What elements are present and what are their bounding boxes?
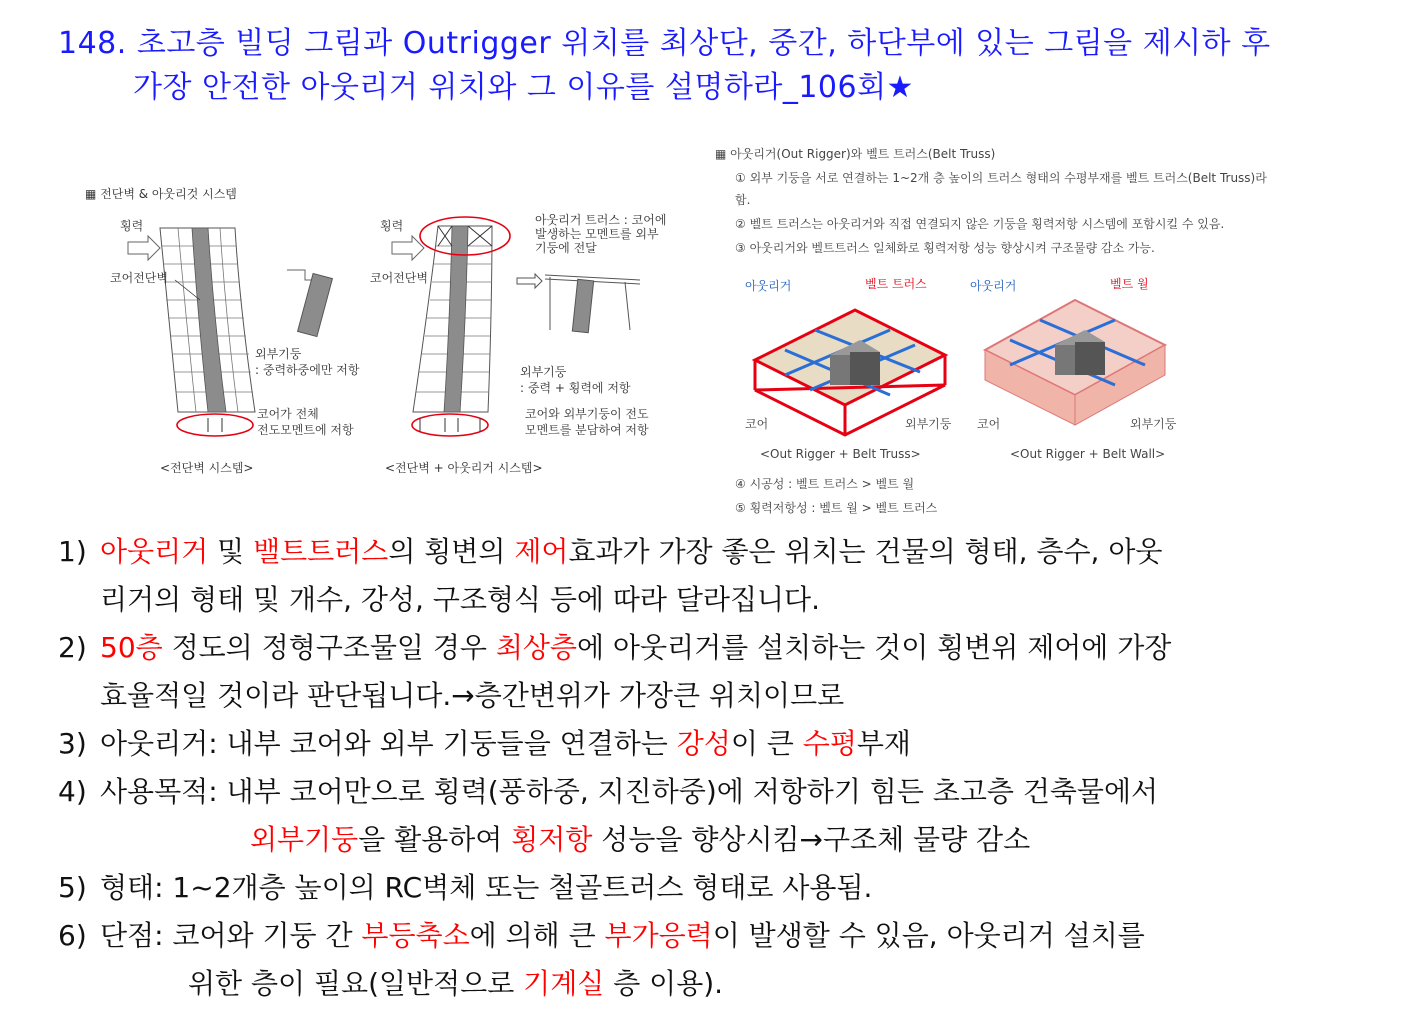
label-belt-truss: 벨트 트러스 xyxy=(865,277,927,291)
outrigger-note-3: 기둥에 전달 xyxy=(535,241,597,255)
shear-wall-outrigger-diagram xyxy=(80,180,720,520)
label-outrigger-b: 아웃리거 xyxy=(970,279,1017,293)
text-run: 아웃리거: 내부 코어와 외부 기둥들을 연결하는 xyxy=(100,727,677,760)
text-run: 이 발생할 수 있음, 아웃리거 설치를 xyxy=(712,919,1145,952)
list-item-text xyxy=(100,720,1368,768)
caption-shear-wall: <전단벽 시스템> xyxy=(160,461,254,475)
text-run: 부재 xyxy=(856,727,911,760)
list-item xyxy=(58,768,1368,864)
outrigger-note-1: 아웃리거 트러스 : 코어에 xyxy=(535,213,667,227)
ext-col-label-b2: : 중력 + 횡력에 저항 xyxy=(520,381,631,395)
title-line-1: 148. 초고층 빌딩 그림과 Outrigger 위치를 최상단, 중간, 하단부에 있는 그림을 제시하 후 xyxy=(58,26,1271,61)
list-item-number: 3) xyxy=(58,727,87,760)
core-res-label-b2: 모멘트를 분담하여 저항 xyxy=(525,423,649,437)
list-item-number: 2) xyxy=(58,631,87,664)
text-run: 및 xyxy=(208,535,254,568)
list-item xyxy=(58,864,1368,912)
highlight-term: 기계실 xyxy=(523,967,605,1000)
right-note-4: ④ 시공성 : 벨트 트러스 > 벨트 월 xyxy=(735,477,915,491)
text-run: 성능을 향상시킴→구조체 물량 감소 xyxy=(592,823,1031,856)
arrow-small-icon xyxy=(287,270,312,280)
highlight-term: 외부기둥 xyxy=(250,823,359,856)
caption-belt-wall: <Out Rigger + Belt Wall> xyxy=(1010,447,1166,461)
label-core-b: 코어 xyxy=(977,417,1001,431)
lateral-force-arrow-icon xyxy=(128,236,160,260)
highlight-term: 최상층 xyxy=(495,631,577,664)
list-item xyxy=(58,624,1368,720)
label-core-a: 코어 xyxy=(745,417,769,431)
label-belt-wall: 벨트 월 xyxy=(1110,277,1149,291)
text-run: 에 아웃리거를 설치하는 것이 횡변위 제어에 가장 xyxy=(576,631,1172,664)
list-item-number: 1) xyxy=(58,535,87,568)
outrigger-note-2: 발생하는 모멘트를 외부 xyxy=(535,227,659,241)
core-shear-wall-label-b: 코어전단벽 xyxy=(370,271,428,285)
list-item-text xyxy=(100,624,1368,672)
list-item-text xyxy=(100,528,1368,576)
list-item xyxy=(58,912,1368,1008)
highlight-term: 50층 xyxy=(100,631,163,664)
ext-col-label-b1: 외부기둥 xyxy=(520,365,567,379)
building-with-outrigger xyxy=(412,217,510,436)
list-item-continuation: 리거의 형태 및 개수, 강성, 구조형식 등에 따라 달라집니다. xyxy=(100,583,821,616)
label-ext-col-a: 외부기둥 xyxy=(905,417,952,431)
highlight-term: 수평 xyxy=(802,727,857,760)
lateral-force-label-a: 횡력 xyxy=(120,219,144,233)
core-shear-wall-label-a: 코어전단벽 xyxy=(110,271,168,285)
right-note-1b: 함. xyxy=(735,193,751,207)
core-res-label-b1: 코어와 외부기둥이 전도 xyxy=(525,407,649,421)
text-run: 위한 층이 필요(일반적으로 xyxy=(188,967,524,1000)
list-item-continuation: 효율적일 것이라 판단됩니다.→층간변위가 가장큰 위치이므로 xyxy=(100,679,845,712)
caption-belt-truss: <Out Rigger + Belt Truss> xyxy=(760,447,921,461)
text-run: 효과가 가장 좋은 위치는 건물의 형태, 층수, 아웃 xyxy=(568,535,1163,568)
text-run: 형태: 1~2개층 높이의 RC벽체 또는 철골트러스 형태로 사용됨. xyxy=(100,871,873,904)
list-item-continuation xyxy=(100,816,1368,864)
highlight-term: 아웃리거 xyxy=(100,535,209,568)
list-item-continuation xyxy=(100,960,1368,1008)
highlight-term: 제어 xyxy=(514,535,569,568)
highlight-term: 부가응력 xyxy=(604,919,713,952)
caption-outrigger: <전단벽 + 아웃리거 시스템> xyxy=(385,461,543,475)
right-note-5: ⑤ 횡력저항성 : 벨트 월 > 벨트 트러스 xyxy=(735,501,938,515)
text-run: 의 횡변의 xyxy=(388,535,515,568)
lateral-force-arrow-icon-b xyxy=(392,236,424,260)
belt-wall-model xyxy=(985,300,1165,425)
highlight-term: 부등축소 xyxy=(361,919,470,952)
left-figure-heading: ▦ 전단벽 & 아웃리것 시스템 xyxy=(85,187,237,201)
list-item xyxy=(58,528,1368,624)
question-title xyxy=(58,22,1368,110)
tilted-core-icon xyxy=(298,273,333,336)
highlight-term: 밸트트러스 xyxy=(253,535,389,568)
highlight-term: 강성 xyxy=(676,727,731,760)
list-item-text xyxy=(100,912,1368,960)
building-shear-wall-only xyxy=(160,228,255,436)
title-line-2: 가장 안전한 아웃리거 위치와 그 이유를 설명하라_106회★ xyxy=(133,70,914,105)
outrigger-belt-truss-diagram xyxy=(715,140,1355,520)
list-item-number: 4) xyxy=(58,775,87,808)
list-item-text xyxy=(100,768,1368,816)
right-note-3: ③ 아웃리거와 벨트트러스 일체화로 횡력저항 성능 향상시켜 구조물량 감소 가능. xyxy=(735,241,1155,255)
label-ext-col-b: 외부기둥 xyxy=(1130,417,1177,431)
right-figure-heading: ▦ 아웃리거(Out Rigger)와 벨트 트러스(Belt Truss) xyxy=(715,147,996,161)
right-note-1a: ① 외부 기둥을 서로 연결하는 1~2개 층 높이의 트러스 형태의 수평부재를 벨트 트러스(Belt Truss)라 xyxy=(735,171,1267,185)
list-item xyxy=(58,720,1368,768)
text-run: 층 이용). xyxy=(604,967,724,1000)
text-run: 정도의 정형구조물일 경우 xyxy=(162,631,496,664)
label-outrigger-a: 아웃리거 xyxy=(745,279,792,293)
figures-area xyxy=(60,140,1360,520)
answer-list xyxy=(58,528,1368,1008)
text-run: 단점: 코어와 기둥 간 xyxy=(100,919,362,952)
right-note-2: ② 벨트 트러스는 아웃리거와 직접 연결되지 않은 기둥을 횡력저항 시스템에 포함시킬 수 있음. xyxy=(735,217,1225,231)
outrigger-frame-icon xyxy=(517,274,640,333)
highlight-term: 횡저항 xyxy=(511,823,593,856)
ext-col-label-a1: 외부기둥 xyxy=(255,347,302,361)
list-item-number: 5) xyxy=(58,871,87,904)
lateral-force-label-b: 횡력 xyxy=(380,219,404,233)
text-run: 을 활용하여 xyxy=(358,823,512,856)
core-res-label-a1: 코어가 전체 xyxy=(257,407,319,421)
text-run: 에 의해 큰 xyxy=(469,919,605,952)
text-run: 사용목적: 내부 코어만으로 횡력(풍하중, 지진하중)에 저항하기 힘든 초고층 건축물에서 xyxy=(100,775,1159,808)
core-res-label-a2: 전도모멘트에 저항 xyxy=(257,423,354,437)
text-run: 이 큰 xyxy=(730,727,803,760)
list-item-number: 6) xyxy=(58,919,87,952)
ext-col-label-a2: : 중력하중에만 저항 xyxy=(255,363,360,377)
list-item-text xyxy=(100,864,1368,912)
